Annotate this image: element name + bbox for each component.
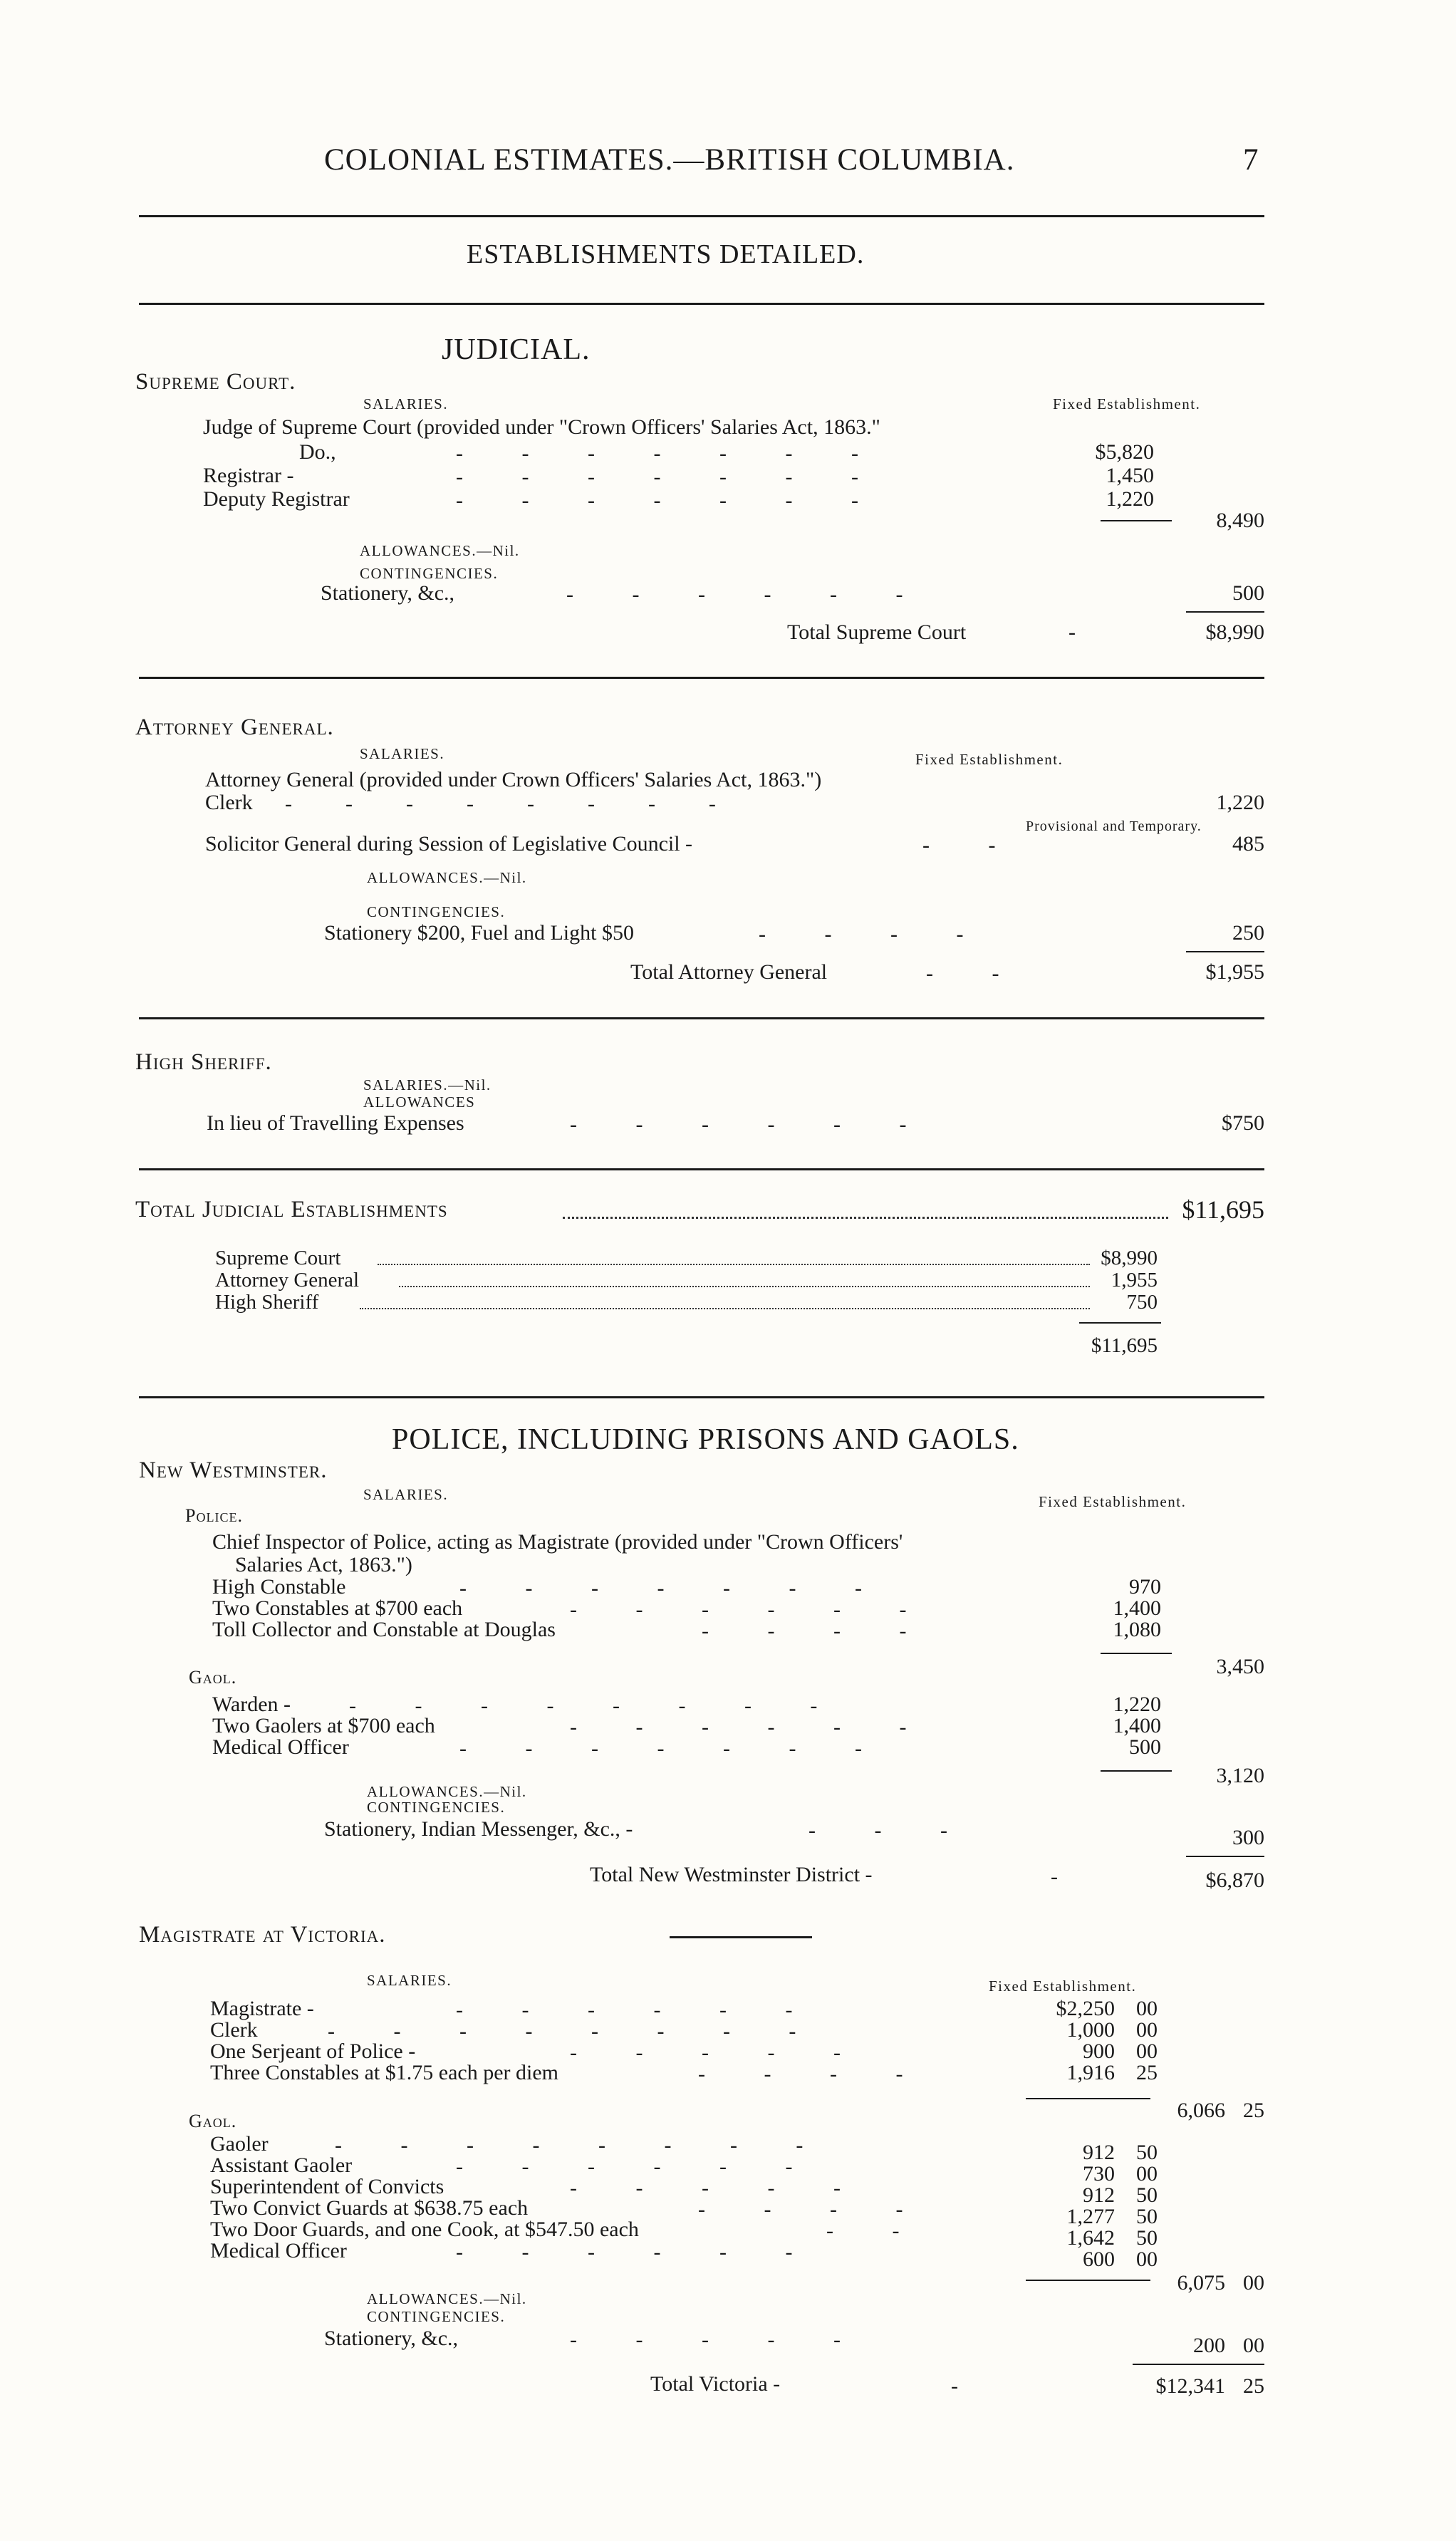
- row-label: Magistrate -: [210, 1997, 314, 2020]
- leader-dashes: - - - -: [698, 2198, 903, 2221]
- police-subhead: Police.: [185, 1505, 243, 1526]
- section-heading-police: POLICE, INCLUDING PRISONS AND GAOLS.: [392, 1423, 1019, 1456]
- row-label: Two Door Guards, and one Cook, at $547.50 each: [210, 2218, 639, 2241]
- row-dollars: 1,277: [1066, 2205, 1115, 2228]
- total-rule: [1186, 951, 1264, 952]
- breakdown-label: Attorney General: [215, 1269, 360, 1292]
- leader-dashes: - - - - -: [570, 2041, 841, 2064]
- leader-dashes: - - - -: [698, 2062, 903, 2086]
- leader-dashes: - - - - -: [570, 2328, 841, 2352]
- row-dollars: 730: [1083, 2162, 1115, 2186]
- row-label: Two Constables at $700 each: [212, 1596, 463, 1620]
- subtotal-amount: 3,120: [1216, 1764, 1264, 1787]
- allowances-nil: ALLOWANCES.—Nil.: [360, 542, 520, 559]
- contingency-amount: 300: [1232, 1826, 1264, 1849]
- row-amount: $5,820: [1095, 440, 1154, 464]
- section-rule: [139, 1168, 1264, 1170]
- short-rule: [670, 1936, 812, 1938]
- page-subtitle: ESTABLISHMENTS DETAILED.: [467, 239, 865, 269]
- contingencies-label: CONTINGENCIES.: [360, 565, 499, 582]
- subtotal-rule: [1101, 520, 1172, 521]
- row-label: Medical Officer: [212, 1735, 349, 1759]
- leader-dashes: - - - - - - - -: [349, 1694, 818, 1718]
- row-label: Two Convict Guards at $638.75 each: [210, 2196, 529, 2220]
- contingencies-label: CONTINGENCIES.: [367, 1799, 506, 1816]
- page-number: 7: [1243, 143, 1259, 177]
- leader-dashes: - - - - - - -: [456, 442, 858, 465]
- dot-leader: [378, 1264, 1090, 1265]
- leader-dashes: - - - - - -: [456, 2155, 793, 2178]
- contingency-item: Stationery, Indian Messenger, &c., -: [324, 1817, 633, 1841]
- row-cents: 00: [1136, 2248, 1158, 2271]
- victoria-total-dollars: $12,341: [1155, 2374, 1225, 2398]
- row-dollars: 912: [1083, 2183, 1115, 2207]
- row-dollars: 1,916: [1066, 2061, 1115, 2084]
- total-label: Total Supreme Court: [787, 620, 967, 644]
- section-heading-judicial: JUDICIAL.: [442, 333, 591, 366]
- leader-dashes: - - -: [808, 1819, 947, 1842]
- section-rule: [139, 1396, 1264, 1398]
- total-label: Total Attorney General: [630, 960, 828, 984]
- supreme-court-title: Supreme Court.: [135, 369, 296, 395]
- subtotal-amount: 3,450: [1216, 1655, 1264, 1678]
- leader-dashes: - - - - - - -: [456, 465, 858, 489]
- subtotal-rule: [1101, 1770, 1172, 1772]
- allowances-nil: ALLOWANCES.—Nil.: [367, 869, 527, 886]
- leader-dashes: - -: [926, 962, 999, 985]
- header-rule: [139, 215, 1264, 217]
- allowances-nil: ALLOWANCES.—Nil.: [367, 1783, 527, 1800]
- row-dollars: 1,642: [1066, 2226, 1115, 2250]
- page-title: COLONIAL ESTIMATES.—BRITISH COLUMBIA.: [324, 143, 1015, 177]
- gaol-subtotal-cents: 00: [1243, 2271, 1264, 2295]
- leader-dash: -: [1068, 620, 1076, 644]
- leader-dashes: - - - - - - -: [459, 1737, 862, 1760]
- row-label: Assistant Gaoler: [210, 2153, 353, 2177]
- leader-dashes: - - - - -: [570, 2176, 841, 2200]
- total-label: Total New Westminster District -: [590, 1863, 873, 1886]
- row-label: Toll Collector and Constable at Douglas: [212, 1618, 556, 1641]
- leader-dashes: - - - - - -: [566, 583, 903, 606]
- row-cents: 25: [1136, 2061, 1158, 2084]
- subtotal-cents: 25: [1243, 2099, 1264, 2122]
- clerk-label: Clerk: [205, 791, 253, 814]
- salaries-label: SALARIES.: [363, 395, 449, 412]
- subtitle-rule: [139, 303, 1264, 305]
- salaries-label: SALARIES.: [367, 1972, 452, 1989]
- victoria-total-cents: 25: [1243, 2374, 1264, 2398]
- contingency-dollars: 200: [1193, 2334, 1225, 2357]
- row-label: One Serjeant of Police -: [210, 2039, 416, 2063]
- high-sheriff-amount: $750: [1222, 1111, 1264, 1135]
- fixed-establishment-label: Fixed Establishment.: [1053, 395, 1201, 412]
- breakdown-label: High Sheriff: [215, 1291, 319, 1314]
- sum-rule: [1079, 1322, 1161, 1324]
- leader-dashes: - - - -: [759, 923, 964, 946]
- attorney-general-title: Attorney General.: [135, 715, 334, 740]
- row-cents: 50: [1136, 2141, 1158, 2164]
- row-cents: 50: [1136, 2205, 1158, 2228]
- contingencies-label: CONTINGENCIES.: [367, 2308, 506, 2325]
- leader-dashes: - - - - - -: [456, 2240, 793, 2264]
- row-amount: 1,220: [1106, 487, 1154, 511]
- row-label: Gaoler: [210, 2132, 269, 2156]
- attorney-general-line: Attorney General (provided under Crown Officers' Salaries Act, 1863."): [205, 768, 822, 791]
- new-westminster-title: New Westminster.: [139, 1457, 328, 1483]
- row-label: Registrar -: [203, 464, 294, 487]
- leader-dashes: - - - - - - - -: [335, 2134, 804, 2157]
- leader-dashes: - - - - - - -: [459, 1576, 862, 1600]
- row-cents: 00: [1136, 2018, 1158, 2042]
- row-dollars: 600: [1083, 2248, 1115, 2271]
- contingency-amount: 500: [1232, 581, 1264, 605]
- row-label: High Constable: [212, 1575, 346, 1599]
- contingency-cents: 00: [1243, 2334, 1264, 2357]
- chief-inspector-line: Chief Inspector of Police, acting as Magistrate (provided under "Crown Officers': [212, 1530, 903, 1554]
- total-judicial-amount: $11,695: [1182, 1195, 1264, 1224]
- total-judicial-label: Total Judicial Establishments: [135, 1197, 448, 1222]
- dot-leader: [399, 1286, 1090, 1287]
- leader-dashes: - - - - - -: [456, 1998, 793, 2022]
- leader-dashes: - -: [922, 833, 996, 857]
- row-amount: 500: [1129, 1735, 1161, 1759]
- fixed-establishment-label: Fixed Establishment.: [989, 1978, 1137, 1995]
- row-label: Warden -: [212, 1693, 291, 1716]
- row-amount: 970: [1129, 1575, 1161, 1599]
- solicitor-general-label: Solicitor General during Session of Legislative Council -: [205, 832, 693, 856]
- contingency-item: Stationery, &c.,: [321, 581, 455, 605]
- clerk-amount: 1,220: [1216, 791, 1264, 814]
- leader-dashes: - - - - - -: [570, 1598, 907, 1621]
- breakdown-amount: 1,955: [1111, 1269, 1158, 1292]
- salaries-label: SALARIES.: [360, 745, 445, 762]
- row-cents: 50: [1136, 2226, 1158, 2250]
- gaol-subhead: Gaol.: [189, 2111, 237, 2131]
- breakdown-amount: 750: [1126, 1291, 1158, 1314]
- travelling-expenses-label: In lieu of Travelling Expenses: [207, 1111, 464, 1135]
- fixed-establishment-label: Fixed Establishment.: [915, 751, 1064, 768]
- subtotal-rule: [1026, 2098, 1150, 2099]
- row-label: Do.,: [299, 440, 336, 464]
- gaol-subtotal-dollars: 6,075: [1177, 2271, 1225, 2295]
- row-amount: 1,400: [1113, 1596, 1161, 1620]
- contingency-item: Stationery, &c.,: [324, 2327, 459, 2350]
- leader-dash: -: [951, 2374, 958, 2398]
- row-cents: 00: [1136, 1997, 1158, 2020]
- attorney-general-total: $1,955: [1205, 960, 1264, 984]
- leader-dashes: - - - - - -: [570, 1715, 907, 1739]
- subtotal-rule: [1026, 2280, 1150, 2281]
- breakdown-sum: $11,695: [1091, 1334, 1158, 1357]
- solicitor-general-amount: 485: [1232, 832, 1264, 856]
- leader-dashes: - -: [826, 2219, 900, 2243]
- fixed-establishment-label: Fixed Establishment.: [1039, 1493, 1187, 1510]
- chief-inspector-line2: Salaries Act, 1863."): [235, 1553, 412, 1576]
- row-amount: 1,220: [1113, 1693, 1161, 1716]
- dot-leader: [563, 1217, 1168, 1219]
- total-rule: [1133, 2364, 1264, 2365]
- leader-dashes: - - - - - - - -: [328, 2020, 796, 2043]
- leader-dashes: - - - -: [702, 1619, 907, 1643]
- allowances-nil: ALLOWANCES.—Nil.: [367, 2290, 527, 2307]
- dot-leader: [360, 1308, 1090, 1309]
- row-dollars: 912: [1083, 2141, 1115, 2164]
- row-label: Clerk: [210, 2018, 258, 2042]
- row-amount: 1,400: [1113, 1714, 1161, 1737]
- row-cents: 50: [1136, 2183, 1158, 2207]
- row-dollars: $2,250: [1056, 1997, 1115, 2020]
- leader-dash: -: [1051, 1865, 1058, 1888]
- subtotal-rule: [1101, 1653, 1172, 1654]
- total-rule: [1186, 611, 1264, 613]
- row-label: Deputy Registrar: [203, 487, 350, 511]
- victoria-title: Magistrate at Victoria.: [139, 1922, 386, 1948]
- provisional-label: Provisional and Temporary.: [1026, 819, 1202, 834]
- row-amount: 1,450: [1106, 464, 1154, 487]
- breakdown-amount: $8,990: [1101, 1247, 1158, 1269]
- contingencies-label: CONTINGENCIES.: [367, 903, 506, 920]
- row-label: Two Gaolers at $700 each: [212, 1714, 435, 1737]
- section-rule: [139, 677, 1264, 679]
- row-cents: 00: [1136, 2162, 1158, 2186]
- judge-line: Judge of Supreme Court (provided under "Crown Officers' Salaries Act, 1863.": [203, 415, 880, 439]
- salaries-nil: SALARIES.—Nil.: [363, 1076, 492, 1093]
- leader-dashes: - - - - - -: [570, 1113, 907, 1136]
- allowances-label: ALLOWANCES: [363, 1093, 476, 1111]
- row-dollars: 900: [1083, 2039, 1115, 2063]
- row-label: Superintendent of Convicts: [210, 2175, 444, 2198]
- new-westminster-total: $6,870: [1205, 1869, 1264, 1892]
- contingency-item: Stationery $200, Fuel and Light $50: [324, 921, 634, 945]
- leader-dashes: - - - - - - -: [456, 489, 858, 512]
- total-label: Total Victoria -: [650, 2372, 781, 2396]
- gaol-subhead: Gaol.: [189, 1667, 237, 1688]
- leader-dashes: - - - - - - - -: [285, 792, 716, 816]
- row-amount: 1,080: [1113, 1618, 1161, 1641]
- high-sheriff-title: High Sheriff.: [135, 1049, 272, 1075]
- row-label: Three Constables at $1.75 each per diem: [210, 2061, 558, 2084]
- supreme-court-total: $8,990: [1205, 620, 1264, 644]
- row-label: Medical Officer: [210, 2239, 347, 2262]
- subtotal-dollars: 6,066: [1177, 2099, 1225, 2122]
- breakdown-label: Supreme Court: [215, 1247, 341, 1269]
- subtotal-amount: 8,490: [1216, 509, 1264, 532]
- row-dollars: 1,000: [1066, 2018, 1115, 2042]
- contingency-amount: 250: [1232, 921, 1264, 945]
- total-rule: [1186, 1856, 1264, 1857]
- row-cents: 00: [1136, 2039, 1158, 2063]
- section-rule: [139, 1017, 1264, 1019]
- salaries-label: SALARIES.: [363, 1486, 449, 1503]
